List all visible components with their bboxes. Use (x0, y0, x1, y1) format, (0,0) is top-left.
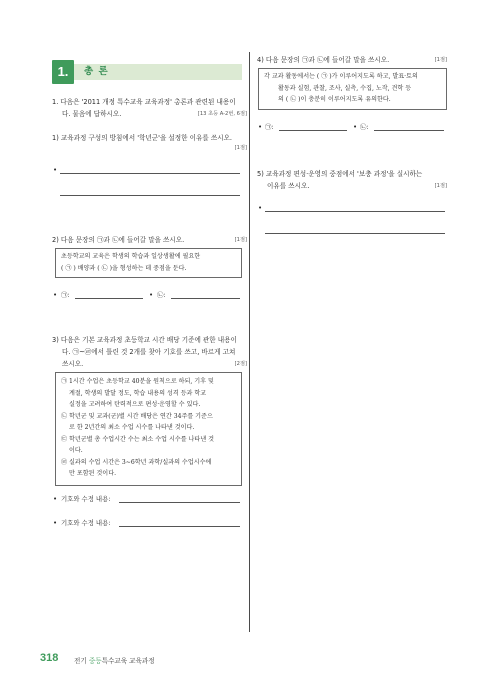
box-line: 초등학교의 교육은 학생의 학습과 일상생활에 필요한 (61, 253, 201, 260)
question-1-sub3-points: [2점] (234, 361, 247, 367)
answer-label-b: ㉡: (157, 291, 166, 299)
question-1-source: [13 초등 A-2번, 6점] (197, 111, 247, 117)
question-5-line2: 이유를 쓰시오. (267, 182, 310, 190)
box-item-a: ㉠ 1시간 수업은 초등학교 40분을 원칙으로 하되, 기후 및 계절, 학생의 발달 정도, 학습 내용의 성격 등과 학교 실정을 고려하여 탄력적으로 편성·운영할 수 있다. (61, 378, 214, 408)
question-1-sub3-box (55, 372, 242, 486)
question-1-sub1-points: [1점] (234, 145, 247, 151)
answer-bullet: • (353, 123, 358, 131)
answer-line[interactable] (60, 195, 240, 196)
question-1-sub3-line2: 다. ㉠~㉣에서 틀린 것 2개를 찾아 기호를 쓰고, 바르게 고쳐 (62, 348, 236, 356)
answer-bullet: • (53, 519, 58, 527)
box-line: ( ㉠ ) 배양과 ( ㉡ )을 형성하는 데 중점을 둔다. (61, 264, 187, 272)
question-1-sub3-line1: 3) 다음은 기본 교육과정 초등학교 시간 배당 기준에 관한 내용이 (52, 336, 237, 344)
book-title: 전기 중등특수교육 교육과정 (74, 657, 155, 665)
question-1-sub1-text: 1) 교육과정 구성의 방침에서 '학년군'을 설정한 이유를 쓰시오. (52, 134, 233, 142)
question-1-sub2-box (55, 248, 242, 278)
question-1-sub3 (52, 334, 247, 370)
answer-line[interactable] (265, 233, 445, 234)
section-header (52, 60, 242, 84)
answer-line[interactable] (119, 502, 240, 503)
page-number: 318 (40, 652, 59, 664)
box-item-d: ㉣ 실과의 수업 시간은 3~6학년 과학/실과의 수업시수에 만 포함된 것이다. (61, 458, 212, 477)
question-5-line1: 5) 교육과정 편성·운영의 중점에서 '보충 과정'을 실시하는 (257, 170, 423, 178)
question-4-text: 4) 다음 문장의 ㉠과 ㉡에 들어갈 말을 쓰시오. (257, 56, 390, 64)
answer-line-b[interactable] (171, 298, 240, 299)
answer-line-a[interactable] (279, 130, 347, 131)
answer-label-a: ㉠: (265, 123, 274, 131)
answer-line[interactable] (119, 526, 240, 527)
answer-label: 기호와 수정 내용: (61, 519, 111, 527)
question-1-intro (52, 96, 247, 120)
answer-bullet: • (53, 495, 58, 503)
answer-label: 기호와 수정 내용: (61, 495, 111, 503)
question-1-sub3-line3: 쓰시오. (62, 360, 84, 368)
question-4 (257, 54, 447, 66)
question-5-points: [1점] (434, 183, 447, 189)
box-item-c: ㉢ 학년군별 총 수업시간 수는 최소 수업 시수를 나타낸 것 이다. (61, 435, 215, 454)
answer-line-a[interactable] (75, 298, 143, 299)
question-1-intro-line1: 1. 다음은 '2011 개정 특수교육 교육과정' 총론과 관련된 내용이 (52, 98, 236, 106)
question-4-points: [1점] (434, 57, 447, 63)
box-line: 의 ( ㉡ )이 충분히 이루어지도록 유의한다. (278, 96, 391, 103)
question-1-sub1 (52, 132, 247, 152)
answer-bullet: • (149, 291, 154, 299)
box-line: 활동과 실험, 관찰, 조사, 실측, 수집, 노작, 견학 등 (278, 84, 412, 92)
section-number: 1. (52, 60, 74, 84)
answer-line[interactable] (60, 173, 240, 174)
question-5 (257, 168, 447, 192)
answer-bullet: • (258, 123, 263, 131)
answer-label-a: ㉠: (61, 291, 70, 299)
question-1-intro-line2: 다. 물음에 답하시오. (62, 110, 122, 118)
question-1-sub2-text: 2) 다음 문장의 ㉠과 ㉡에 들어갈 말을 쓰시오. (52, 236, 185, 244)
question-1-sub2 (52, 234, 247, 246)
box-item-b: ㉡ 학년군 및 교과(군)별 시간 배당은 연간 34주를 기준으 로 한 2년간의 최소 수업 시수를 나타낸 것이다. (61, 412, 213, 431)
answer-bullet: • (258, 204, 263, 212)
box-line: 각 교과 활동에서는 ( ㉠ )가 이루어지도록 하고, 발표·토의 (264, 73, 418, 80)
column-divider (249, 52, 250, 632)
answer-bullet: • (53, 166, 58, 174)
answer-label-b: ㉡: (360, 123, 369, 131)
answer-line[interactable] (265, 211, 445, 212)
section-title: 총 론 (84, 66, 109, 77)
question-1-sub2-points: [1점] (234, 237, 247, 243)
answer-bullet: • (53, 291, 58, 299)
question-4-box (258, 68, 447, 110)
answer-line-b[interactable] (374, 130, 444, 131)
